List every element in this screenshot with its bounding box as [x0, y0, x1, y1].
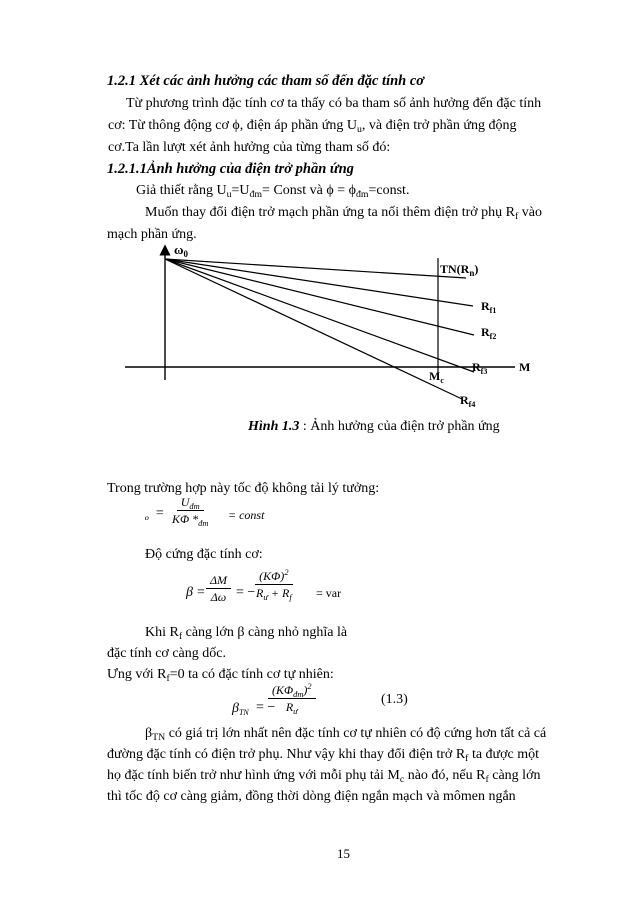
eq1-rhs: = const — [228, 508, 265, 522]
eq1-fraction: $U_{đm}$ KΦ $*_{đm}$ — [172, 495, 209, 528]
eq2-beta: β — [186, 585, 193, 600]
stiffness-text: Độ cứng đặc tính cơ: — [145, 547, 263, 562]
conclusion-line-4: thì tốc độ cơ càng giảm, đồng thời dòng điện ngắn mạch và mômen ngắn — [107, 789, 516, 804]
change-line-2: mạch phần ứng. — [107, 227, 197, 242]
intro-line-2: cơ: Từ thông động cơ ϕ, điện áp phần ứng $U_u$, và điện trở phần ứng động — [108, 118, 517, 135]
rf4-label: $R_{f4}$ — [460, 393, 476, 409]
rf-large-line-2: đặc tính cơ càng dốc. — [107, 646, 226, 661]
conclusion-line-2: đường đặc tính có điện trở phụ. Như vậy khi thay đổi điện trở $R_f$ ta được một — [107, 747, 540, 764]
rf2-characteristic-line — [165, 259, 474, 335]
rf4-characteristic-line — [165, 259, 462, 399]
intro-line-3: cơ.Ta lần lượt xét ảnh hưởng của từng tham số đó: — [108, 140, 391, 155]
rf1-characteristic-line — [165, 259, 473, 306]
mc-label: $M_c$ — [429, 369, 444, 385]
eq2-fraction-2: $\frac{(K\Phi)^2}{R_ư + R_f}$ — [256, 568, 292, 602]
noload-text: Trong trường hợp này tốc độ không tải lý tưởng: — [107, 481, 380, 496]
x-axis-label: M — [519, 360, 531, 374]
eq2-fraction-1: $\frac{\Delta M}{\Delta\omega}$ — [206, 574, 231, 603]
eq1-lhs: ₒ — [145, 508, 149, 523]
subsection-heading: 1.2.1.1Ảnh hưởng của điện trở phần ứng — [107, 161, 354, 177]
section-heading: 1.2.1 Xét các ảnh hưởng các tham số đến đặc tính cơ — [107, 73, 425, 89]
eq2-equals: = — [197, 585, 205, 600]
eq3-fraction: $(K\Phi_{đm})^2$ $R_ư$ — [268, 684, 316, 713]
characteristic-figure — [0, 0, 638, 420]
eq1-equals: = — [155, 506, 165, 521]
eq2-minus: = − — [236, 585, 256, 600]
y-axis-label: $\omega_0$ — [174, 242, 189, 259]
eq3-lhs: $\beta_{TN}$ — [232, 701, 249, 717]
rf2-label: $R_{f2}$ — [481, 325, 497, 341]
conclusion-line-1: $\beta_{TN}$ có giá trị lớn nhất nên đặc tính cơ tự nhiên có độ cứng hơn tất cả cá — [145, 726, 547, 743]
rf1-label: $R_{f1}$ — [481, 299, 497, 315]
tn-label: $TN(R_n)$ — [440, 262, 479, 278]
change-line-1: Muốn thay đổi điện trở mạch phần ứng ta nối thêm điện trở phụ $R_f$ vào — [145, 205, 542, 222]
natural-text: Ưng với $R_f=0$ ta có đặc tính cơ tự nhiên: — [107, 667, 334, 684]
rf-large-line-1: Khi $R_f$ càng lớn β càng nhỏ nghĩa là — [145, 625, 348, 642]
conclusion-line-3: họ đặc tính biến trở như hình ứng với mỗi phụ tải $M_c$ nào đó, nếu $R_f$ càng lớn — [107, 768, 541, 785]
eq2-rhs: = var — [316, 586, 342, 600]
rf3-label: $R_{f3}$ — [472, 360, 488, 376]
figure-caption: Hình 1.3 : Ảnh hưởng của điện trở phần ứng — [248, 419, 500, 434]
intro-line-1: Từ phương trình đặc tính cơ ta thấy có ba tham số ảnh hưởng đến đặc tính — [126, 96, 542, 111]
eq3-equals: = − — [256, 700, 276, 715]
eq3-number: (1.3) — [381, 692, 408, 707]
assumption-line: Giả thiết rằng $U_u=U_{đm}=$ Const và $\phi = \phi_{đm}=const$. — [136, 183, 410, 200]
page-number: 15 — [337, 846, 350, 861]
